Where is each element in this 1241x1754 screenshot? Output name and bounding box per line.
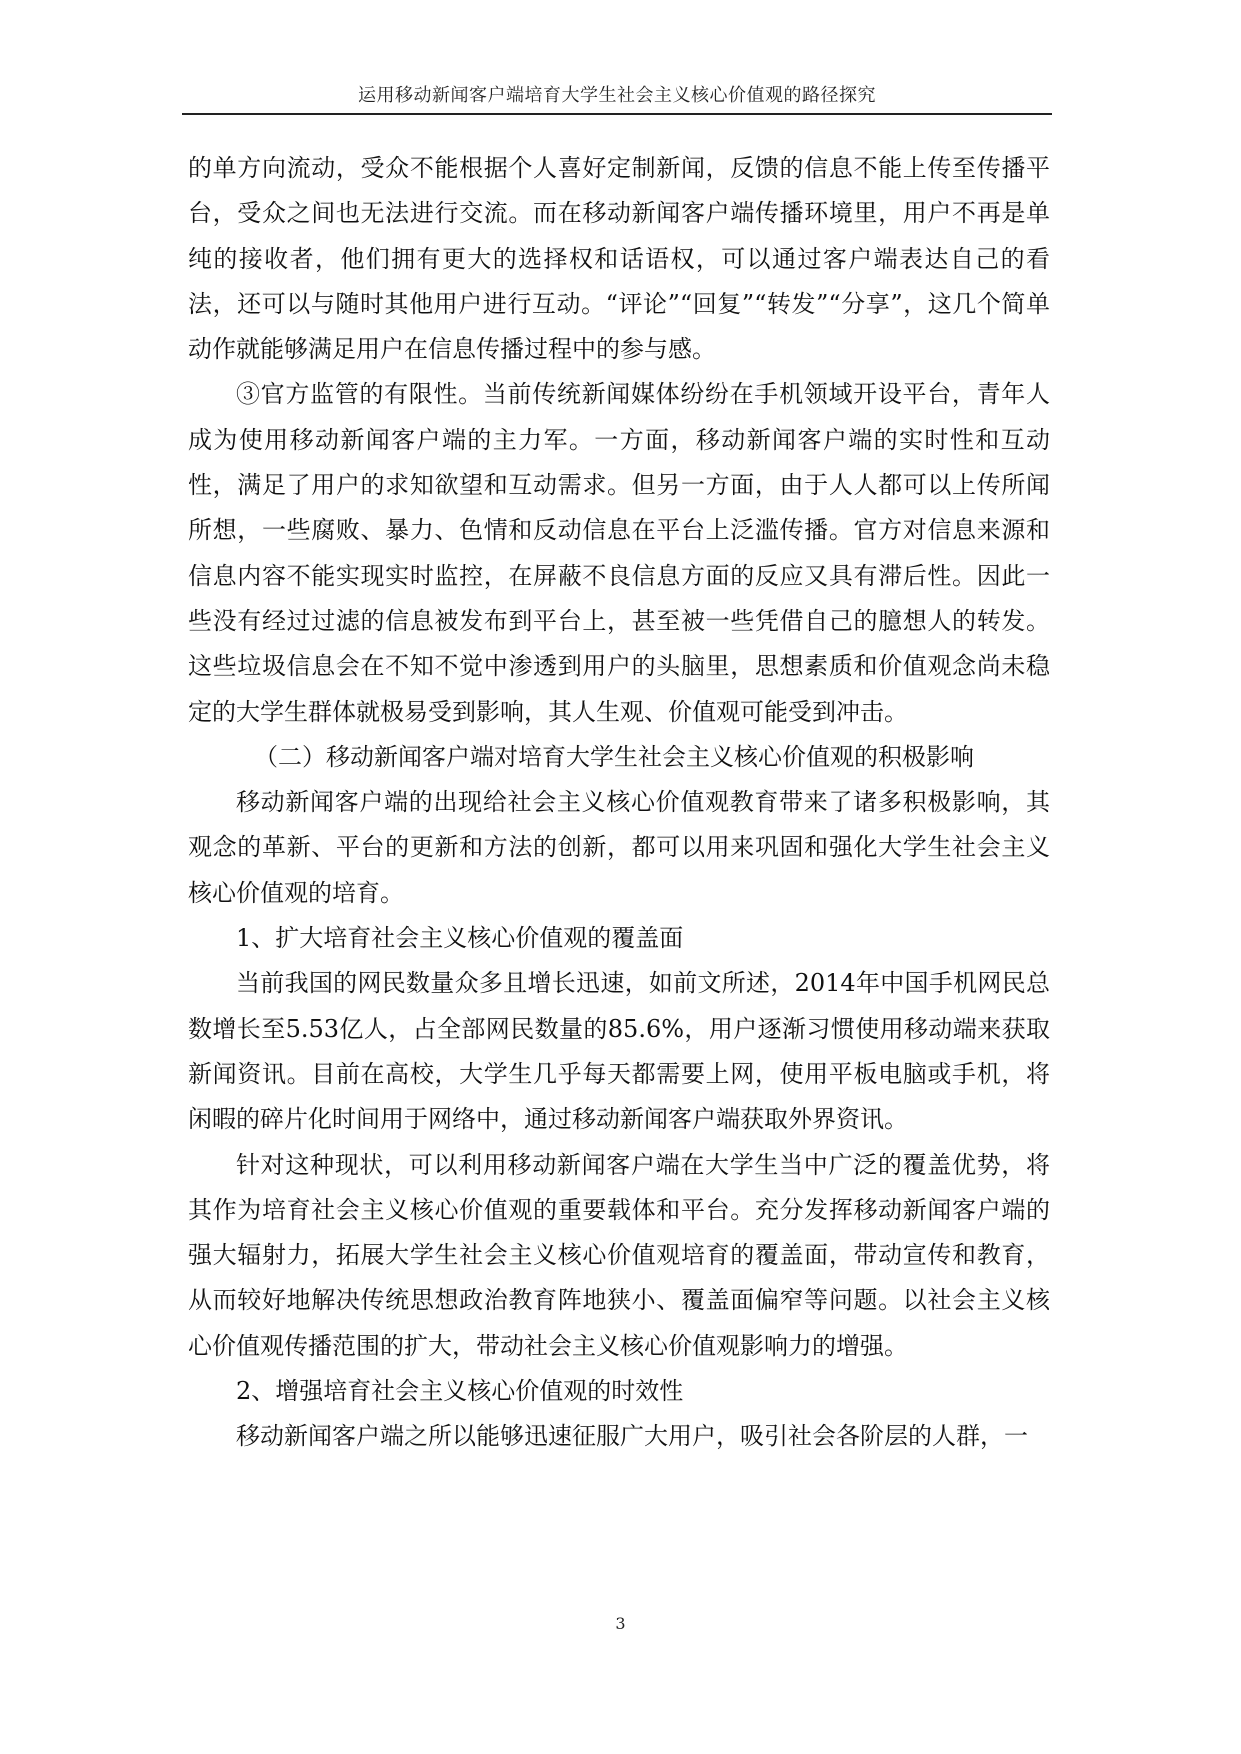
subsection-heading: 1、扩大培育社会主义核心价值观的覆盖面	[236, 924, 684, 953]
paragraph: ③官方监管的有限性。当前传统新闻媒体纷纷在手机领域开设平台，青年人成为使用移动新闻客户端的主力军。一方面，移动新闻客户端的实时性和互动性，满足了用户的求知欲望和互动需求。但另一方面，由于人人都可以上传所闻所想，一些腐败、暴力、色情和反动信息在平台上泛滥传播。官方对信息来源和信息内容不能实现实时监控，在屏蔽不良信息方面的反应又具有滞后性。因此一些没有经过过滤的信息被发布到平台上，甚至被一些凭借自己的臆想人的转发。这些垃圾信息会在不知不觉中渗透到用户的头脑里，思想素质和价值观念尚未稳定的大学生群体就极易受到影响，其人生观、价值观可能受到冲击。	[188, 380, 1050, 726]
paragraph: 的单方向流动，受众不能根据个人喜好定制新闻，反馈的信息不能上传至传播平台，受众之间也无法进行交流。而在移动新闻客户端传播环境里，用户不再是单纯的接收者，他们拥有更大的选择权和话语权，可以通过客户端表达自己的看法，还可以与随时其他用户进行互动。“评论”“回复”“转发”“分享”，这几个简单动作就能够满足用户在信息传播过程中的参与感。	[188, 154, 1050, 364]
section-heading: （二）移动新闻客户端对培育大学生社会主义核心价值观的积极影响	[254, 742, 974, 771]
page-number: 3	[615, 1614, 626, 1633]
header-rule	[182, 113, 1052, 115]
paragraph: 针对这种现状，可以利用移动新闻客户端在大学生当中广泛的覆盖优势，将其作为培育社会主义核心价值观的重要载体和平台。充分发挥移动新闻客户端的强大辐射力，拓展大学生社会主义核心价值观培育的覆盖面，带动宣传和教育，从而较好地解决传统思想政治教育阵地狭小、覆盖面偏窄等问题。以社会主义核心价值观传播范围的扩大，带动社会主义核心价值观影响力的增强。	[188, 1150, 1050, 1360]
paragraph: 当前我国的网民数量众多且增长迅速，如前文所述，2014年中国手机网民总数增长至5.53亿人，占全部网民数量的85.6%，用户逐渐习惯使用移动端来获取新闻资讯。目前在高校，大学生几乎每天都需要上网，使用平板电脑或手机，将闲暇的碎片化时间用于网络中，通过移动新闻客户端获取外界资讯。	[188, 969, 1050, 1134]
paragraph: 移动新闻客户端的出现给社会主义核心价值观教育带来了诸多积极影响，其观念的革新、平台的更新和方法的创新，都可以用来巩固和强化大学生社会主义核心价值观的培育。	[188, 788, 1050, 907]
paragraph: 移动新闻客户端之所以能够迅速征服广大用户，吸引社会各阶层的人群，一	[236, 1422, 1028, 1451]
body-text	[188, 146, 1050, 1460]
running-header: 运用移动新闻客户端培育大学生社会主义核心价值观的路径探究	[358, 85, 876, 106]
subsection-heading: 2、增强培育社会主义核心价值观的时效性	[236, 1377, 684, 1406]
